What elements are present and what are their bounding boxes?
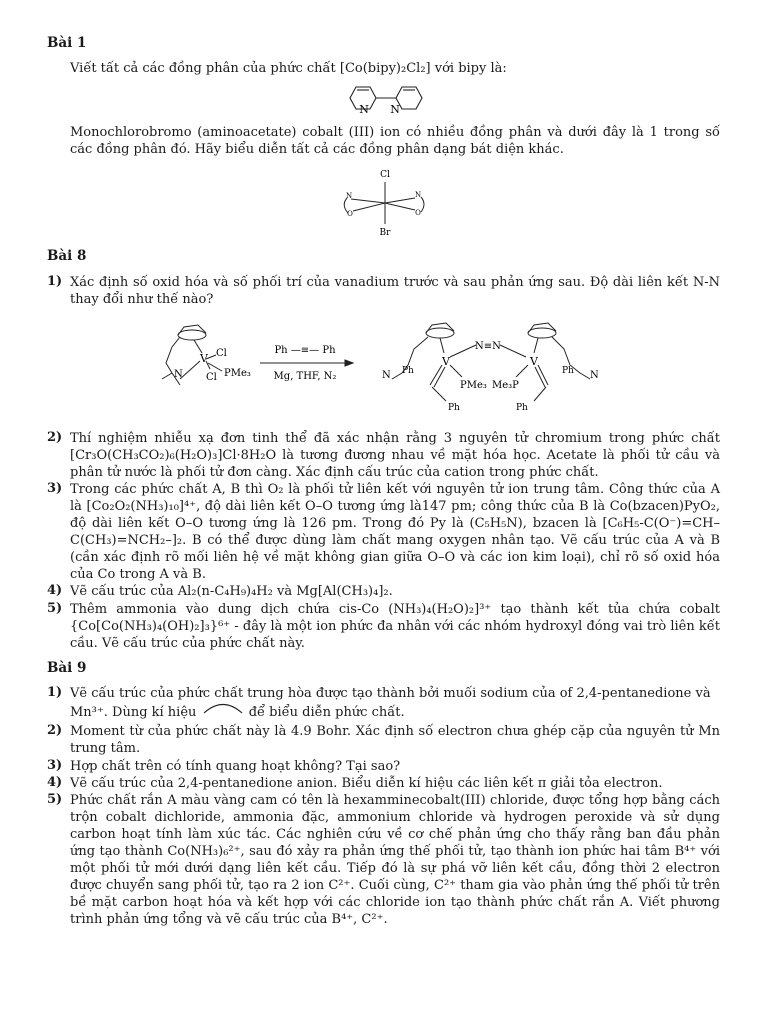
product-nitrogen-b-label: N <box>590 370 599 381</box>
product-pme3-label: PMe₃ <box>460 380 487 391</box>
bai8-item-number: 1) <box>47 274 63 289</box>
bai8-item-number: 5) <box>47 601 63 616</box>
reactant-nitrogen-label: N <box>174 369 183 380</box>
bai8-item-number: 4) <box>47 583 63 598</box>
bai9-item-number: 4) <box>47 775 63 790</box>
reactant-pme3-label: PMe₃ <box>224 368 251 379</box>
product-phenyl-b2-label: Ph <box>516 403 528 413</box>
bipyridine-structure <box>345 80 435 116</box>
section-title-bai9: Bài 9 <box>47 660 87 676</box>
bai1-prompt: Viết tất cả các đồng phân của phức chất [Co(bipy)₂Cl₂] với bipy là: <box>70 61 507 76</box>
bai1-isomer-prompt: Monochlorobromo (aminoacetate) cobalt (III) ion có nhiều đồng phân và dưới đây là 1 trong số các đồng phân đó. Hãy biểu diễn tất cả các đồng phân dạng bát diện khác. <box>70 125 720 157</box>
bai9-item-number: 3) <box>47 758 63 773</box>
bai8-item-text: Xác định số oxid hóa và số phối trí của vanadium trước và sau phản ứng sau. Độ dài liên kết N-N thay đổi như thế nào? <box>70 275 720 307</box>
bai9-item-number: 5) <box>47 792 63 807</box>
product-vanadium-b-label: V <box>530 355 538 368</box>
product-dinitrogen-bridge-label: N≡N <box>475 341 501 352</box>
octa-oxygen-left: O <box>347 210 353 218</box>
product-phenyl-b1-label: Ph <box>562 366 574 376</box>
section-title-bai1: Bài 1 <box>47 35 87 51</box>
bai9-item-number: 1) <box>47 685 63 700</box>
chelate-ligand-symbol <box>201 702 245 714</box>
bai9-item1-text-b: Mn³⁺. Dùng kí hiệu <box>70 705 197 720</box>
bai9-item-text: Vẽ cấu trúc của 2,4-pentanedione anion. Biểu diễn kí hiệu các liên kết π giải tỏa electron. <box>70 776 663 791</box>
product-me3p-label: Me₃P <box>492 380 519 391</box>
octa-oxygen-right: O <box>415 209 421 217</box>
bipy-nitrogen-1: N <box>359 103 369 116</box>
bai8-item-number: 3) <box>47 481 63 496</box>
octa-bromide-label: Br <box>379 228 391 238</box>
octahedral-complex-structure <box>335 168 435 240</box>
bai9-item-text: Hợp chất trên có tính quang hoạt không? Tại sao? <box>70 759 401 774</box>
bai8-item-text: Trong các phức chất A, B thì O₂ là phối tử liên kết với nguyên tử ion trung tâm. Công thức của A là [Co₂O₂(NH₃)₁₀]⁴⁺, độ dài liên kết O–O tương ứng là147 pm; công thức của B là Co(bzacen)PyO₂, độ dài liên kết O–O tương ứng là 126 pm. Trong đó Py là (C₅H₅N), bzacen là [C₆H₅-C(O⁻)=CH–C(CH₃)=NCH₂–]₂. B có thể được dùng làm chất mang oxygen nhân tạo. Vẽ cấu trúc của A và B (cần xác định rõ mối liên hệ về mặt không gian giữa O–O và các ion kim loại), chỉ rõ số oxid hóa của Co trong A và B. <box>70 482 720 582</box>
product-phenyl-a2-label: Ph <box>448 403 460 413</box>
vanadium-reaction-scheme <box>150 315 630 415</box>
bai9-item-number: 2) <box>47 723 63 738</box>
product-phenyl-a1-label: Ph <box>402 366 414 376</box>
bai9-item1-text-c: để biểu diễn phức chất. <box>248 705 405 720</box>
section-title-bai8: Bài 8 <box>47 248 87 264</box>
bai8-item-number: 2) <box>47 430 63 445</box>
bai9-item-text <box>70 685 720 721</box>
reagent-conditions-label: Mg, THF, N₂ <box>273 371 337 382</box>
octa-nitrogen-right: N <box>414 191 422 199</box>
reactant-vanadium-label: V <box>200 352 208 365</box>
reactant-cl-bottom-label: Cl <box>206 372 217 383</box>
product-nitrogen-a-label: N <box>382 370 391 381</box>
bai8-item-text: Thí nghiệm nhiễu xạ đơn tinh thể đã xác nhận rằng 3 nguyên tử chromium trong phức chất [Cr₃O(CH₃CO₂)₆(H₂O)₃]Cl·8H₂O là tương đương nhau về mặt hóa học. Acetate là phối tử cầu và phân tử nước là phối tử đơn càng. Xác định cấu trúc của cation trong phức chất. <box>70 431 720 480</box>
bipy-nitrogen-2: N <box>390 103 400 116</box>
reactant-cl-top-label: Cl <box>216 348 227 359</box>
octa-nitrogen-left: N <box>345 192 353 200</box>
bai8-item-text: Vẽ cấu trúc của Al₂(n-C₄H₉)₄H₂ và Mg[Al(CH₃)₄]₂. <box>70 584 393 599</box>
octa-chloride-label: Cl <box>380 170 390 180</box>
product-vanadium-a-label: V <box>442 355 450 368</box>
bai8-item-text: Thêm ammonia vào dung dịch chứa cis-Co (NH₃)₄(H₂O)₂]³⁺ tạo thành kết tủa chứa cobalt {Co[Co(NH₃)₄(OH)₂]₃}⁶⁺ - đây là một ion phức đa nhân với các nhóm hydroxyl đóng vai trò liên kết cầu. Vẽ cấu trúc của phức chất này. <box>70 602 720 651</box>
bai9-item1-text-a: Vẽ cấu trúc của phức chất trung hòa được tạo thành bởi muối sodium của of 2,4-pentanedione và <box>70 686 711 701</box>
reagent-diphenylacetylene-label: Ph —≡— Ph <box>274 345 336 356</box>
bai9-item-text: Moment từ của phức chất này là 4.9 Bohr. Xác định số electron chưa ghép cặp của nguyên tử Mn trung tâm. <box>70 724 720 756</box>
bai9-item-text: Phức chất rắn A màu vàng cam có tên là hexamminecobalt(III) chloride, được tổng hợp bằng cách trộn cobalt dichloride, ammonia đặc, ammonium chloride và hydrogen peroxide và sử dụng carbon hoạt tính làm xúc tác. Các nghiên cứu về cơ chế phản ứng cho thấy rằng ban đầu phản ứng tạo thành Co(NH₃)₆²⁺, sau đó xảy ra phản ứng thế phối tử, tạo thành ion phức hai tâm B⁴⁺ với một phối tử mới dưới dạng liên kết cầu. Tiếp đó là sự phá vỡ liên kết cầu, đồng thời 2 electron được chuyển sang phối tử, tạo ra 2 ion C²⁺. Cuối cùng, C²⁺ tham gia vào phản ứng thế phối tử trên bề mặt carbon hoạt hóa và kết hợp với các chloride ion tạo thành phức chất rắn A. Viết phương trình phản ứng tổng và vẽ cấu trúc của B⁴⁺, C²⁺. <box>70 793 720 927</box>
